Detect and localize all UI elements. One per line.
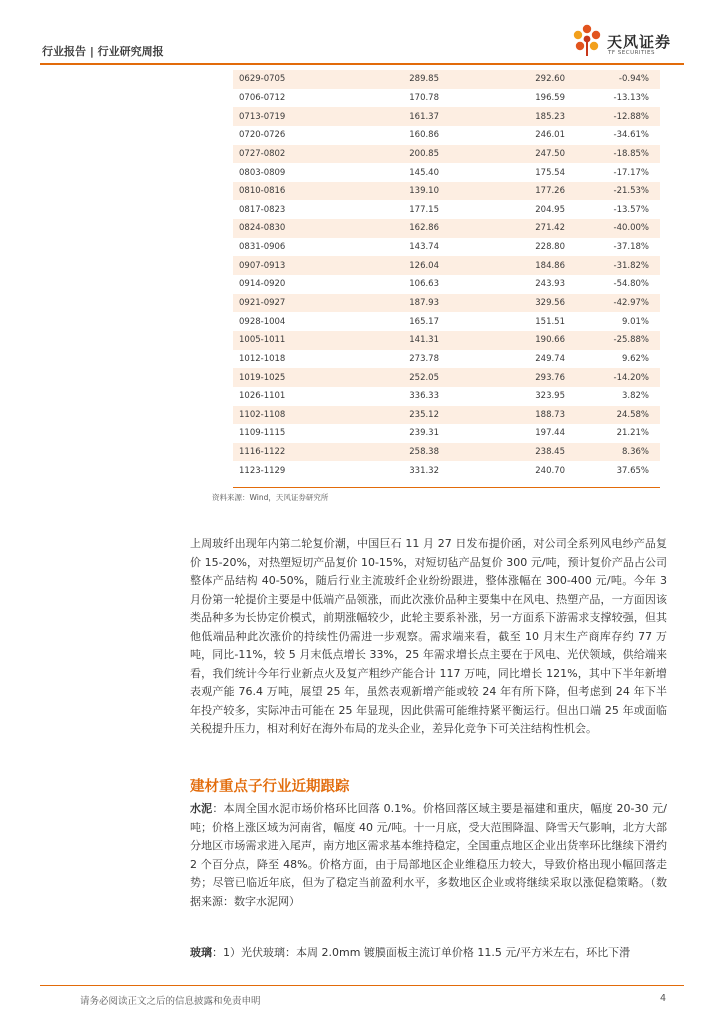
table-cell: -37.18% <box>571 238 660 257</box>
table-cell: 228.80 <box>445 238 571 257</box>
table-cell: 0803-0809 <box>233 163 299 182</box>
table-cell: 247.50 <box>445 145 571 164</box>
page-number: 4 <box>659 993 666 1004</box>
table-cell: 151.51 <box>445 312 571 331</box>
table-cell: 1116-1122 <box>233 443 299 462</box>
table-row <box>233 368 660 387</box>
header-title: 行业报告 | 行业研究周报 <box>42 45 164 58</box>
table-cell: 0921-0927 <box>233 294 299 313</box>
table-row <box>233 70 660 89</box>
flower-logo-icon <box>569 22 605 60</box>
table-row <box>233 89 660 108</box>
table-row <box>233 387 660 406</box>
table-cell: 239.31 <box>299 424 445 443</box>
table-cell: 143.74 <box>299 238 445 257</box>
table-cell: 185.23 <box>445 107 571 126</box>
table-cell: -34.61% <box>571 126 660 145</box>
table-cell: 271.42 <box>445 219 571 238</box>
table-cell: -13.13% <box>571 89 660 108</box>
table-bottom-rule <box>233 487 660 488</box>
table-cell: 188.73 <box>445 406 571 425</box>
table-cell: 289.85 <box>299 70 445 89</box>
table-cell: 235.12 <box>299 406 445 425</box>
table-cell: 200.85 <box>299 145 445 164</box>
table-cell: 273.78 <box>299 350 445 369</box>
table-cell: 0629-0705 <box>233 70 299 89</box>
table-cell: 336.33 <box>299 387 445 406</box>
table-cell: -0.94% <box>571 70 660 89</box>
table-cell: 170.78 <box>299 89 445 108</box>
table-cell: 331.32 <box>299 461 445 480</box>
table-cell: 160.86 <box>299 126 445 145</box>
table-cell: 240.70 <box>445 461 571 480</box>
table-row <box>233 461 660 480</box>
table-row <box>233 312 660 331</box>
table-row <box>233 294 660 313</box>
table-cell: 190.66 <box>445 331 571 350</box>
table-cell: 293.76 <box>445 368 571 387</box>
table-cell: 246.01 <box>445 126 571 145</box>
table-cell: 243.93 <box>445 275 571 294</box>
cement-label: 水泥 <box>190 802 213 815</box>
table-cell: 0706-0712 <box>233 89 299 108</box>
table-row <box>233 182 660 201</box>
table-row <box>233 107 660 126</box>
table-cell: 238.45 <box>445 443 571 462</box>
cement-text: ：本周全国水泥市场价格环比回落 0.1%。价格回落区域主要是福建和重庆，幅度 20-30 元/吨；价格上涨区域为河南省，幅度 40 元/吨。十一月底，受大范围降温、降雪天气影响，北方大部分地区市场需求进入尾声，南方地区需求基本维持稳定，全国重点地区企业出货率环比继续下滑约 2 个百分点，降至 48%。价格方面，由于局部地区企业维稳压力较大，导致价格出现小幅回落走势；尽管已临近年底，但为了稳定当前盈利水平，多数地区企业或将继续采取以涨促稳策略。（数据来源：数字水泥网） <box>190 802 668 908</box>
table-cell: 177.15 <box>299 200 445 219</box>
table-cell: -12.88% <box>571 107 660 126</box>
table-cell: 1109-1115 <box>233 424 299 443</box>
table-cell: -54.80% <box>571 275 660 294</box>
table-cell: 126.04 <box>299 256 445 275</box>
table-cell: -25.88% <box>571 331 660 350</box>
table-cell: 258.38 <box>299 443 445 462</box>
table-cell: 0928-1004 <box>233 312 299 331</box>
table-cell: 141.31 <box>299 331 445 350</box>
table-row <box>233 350 660 369</box>
table-cell: 1005-1011 <box>233 331 299 350</box>
table-cell: -14.20% <box>571 368 660 387</box>
glass-text: ：1）光伏玻璃：本周 2.0mm 镀膜面板主流订单价格 11.5 元/平方米左右，环比下滑 <box>212 946 631 959</box>
table-cell: 9.01% <box>571 312 660 331</box>
table-cell: 0810-0816 <box>233 182 299 201</box>
table-cell: -18.85% <box>571 145 660 164</box>
table-cell: 8.36% <box>571 443 660 462</box>
logo-text: 天风证券 <box>607 33 672 51</box>
table-cell: -31.82% <box>571 256 660 275</box>
table-row <box>233 238 660 257</box>
table-cell: 162.86 <box>299 219 445 238</box>
table-row <box>233 200 660 219</box>
table-row <box>233 443 660 462</box>
table-cell: 323.95 <box>445 387 571 406</box>
table-cell: 37.65% <box>571 461 660 480</box>
price-table <box>233 70 660 480</box>
table-cell: 252.05 <box>299 368 445 387</box>
table-cell: 0727-0802 <box>233 145 299 164</box>
logo-subtitle: TF SECURITIES <box>608 50 655 56</box>
table-cell: 187.93 <box>299 294 445 313</box>
table-cell: 139.10 <box>299 182 445 201</box>
table-cell: 1102-1108 <box>233 406 299 425</box>
table-cell: 0713-0719 <box>233 107 299 126</box>
glassfiber-paragraph: 上周玻纤出现年内第二轮复价潮，中国巨石 11 月 27 日发布提价函，对公司全系列风电纱产品复价 15-20%，对热塑短切产品复价 10-15%，对短切毡产品复价 300 元/吨，预计复价产品占公司整体产品结构 40-50%，随后行业主流玻纤企业纷纷跟进，整体涨幅在 300-400 元/吨。今年 3 月份第一轮提价主要是中低端产品领涨，而此次涨价品种主要集中在风电、热塑产品，一方面因该类品种多为长协定价模式，前期涨幅较少，此轮主要系补涨，另一方面系下游需求支撑较强，但其他低端品种此次涨价的持续性仍需进一步观察。需求端来看，截至 10 月末生产商库存约 77 万吨，同比-11%，较 5 月末低点增长 33%，25 年需求增长点主要在于风电、光伏领域，供给端来看，我们统计今年行业新点火及复产粗纱产能合计 117 万吨，同比增长 121%，其中下半年新增表观产能 76.4 万吨，展望 25 年，虽然表观新增产能或较 24 年有所下降，但考虑到 24 年下半年投产较多，实际冲击可能在 25 年显现，因此供需可能维持紧平衡运行。但出口端 25 年或面临关税提升压力，相对利好在海外布局的龙头企业，差异化竞争下可关注结构性机会。 <box>190 537 667 735</box>
company-logo <box>569 22 689 60</box>
table-cell: 21.21% <box>571 424 660 443</box>
table-cell: 1012-1018 <box>233 350 299 369</box>
table-cell: -42.97% <box>571 294 660 313</box>
section-title: 建材重点子行业近期跟踪 <box>190 779 350 795</box>
table-row <box>233 145 660 164</box>
table-cell: 3.82% <box>571 387 660 406</box>
table-row <box>233 406 660 425</box>
table-source: 资料来源：Wind，天风证券研究所 <box>212 493 329 502</box>
table-row <box>233 126 660 145</box>
table-cell: 1019-1025 <box>233 368 299 387</box>
table-cell: 197.44 <box>445 424 571 443</box>
table-row <box>233 163 660 182</box>
table-cell: 0914-0920 <box>233 275 299 294</box>
table-cell: 0720-0726 <box>233 126 299 145</box>
table-cell: 9.62% <box>571 350 660 369</box>
table-cell: 249.74 <box>445 350 571 369</box>
footer-rule <box>40 985 684 986</box>
table-cell: 0831-0906 <box>233 238 299 257</box>
table-cell: 196.59 <box>445 89 571 108</box>
table-cell: 106.63 <box>299 275 445 294</box>
table-cell: 24.58% <box>571 406 660 425</box>
footer-disclaimer: 请务必阅读正文之后的信息披露和免责申明 <box>80 996 261 1007</box>
table-cell: 0824-0830 <box>233 219 299 238</box>
table-row <box>233 424 660 443</box>
table-cell: 1123-1129 <box>233 461 299 480</box>
table-cell: -21.53% <box>571 182 660 201</box>
table-cell: 0907-0913 <box>233 256 299 275</box>
table-cell: 329.56 <box>445 294 571 313</box>
table-cell: 165.17 <box>299 312 445 331</box>
table-cell: -40.00% <box>571 219 660 238</box>
table-cell: -17.17% <box>571 163 660 182</box>
table-cell: 145.40 <box>299 163 445 182</box>
header-rule <box>40 63 684 65</box>
table-row <box>233 331 660 350</box>
table-row <box>233 219 660 238</box>
glass-paragraph <box>190 944 667 963</box>
table-cell: 1026-1101 <box>233 387 299 406</box>
table-cell: 184.86 <box>445 256 571 275</box>
table-row <box>233 256 660 275</box>
table-cell: -13.57% <box>571 200 660 219</box>
table-cell: 161.37 <box>299 107 445 126</box>
cement-paragraph <box>190 800 667 911</box>
table-cell: 0817-0823 <box>233 200 299 219</box>
table-row <box>233 275 660 294</box>
table-cell: 177.26 <box>445 182 571 201</box>
glass-label: 玻璃 <box>190 946 212 959</box>
table-cell: 292.60 <box>445 70 571 89</box>
table-cell: 175.54 <box>445 163 571 182</box>
table-cell: 204.95 <box>445 200 571 219</box>
